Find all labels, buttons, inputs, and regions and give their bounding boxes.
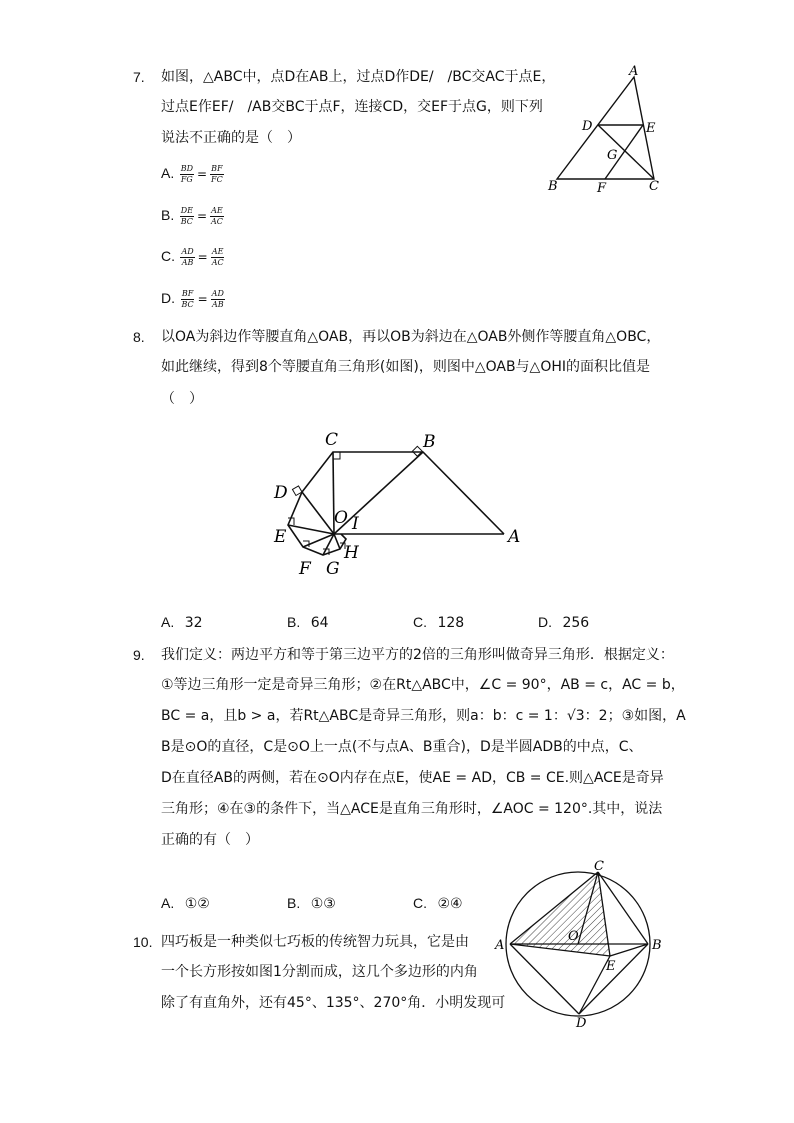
option-letter: C. [413,895,427,911]
fraction: $\frac{AD}{AB}$ [211,288,224,309]
q9-option-a[interactable] [161,893,210,914]
label-a: A [495,938,505,953]
label-c: C [594,860,604,874]
q10-stem-line-3: 除了有直角外，还有45°、135°、270°角．小明发现可 [161,995,506,1011]
fraction: $\frac{AE}{AC}$ [211,205,223,226]
fraction: $\frac{DE}{BC}$ [180,205,193,226]
option-letter: A. [161,895,175,911]
q9-circle-figure [492,860,667,1030]
label-a: A [508,527,521,547]
option-letter: C. [413,614,427,630]
label-g: G [326,559,340,577]
q9-stem-line-7: 正确的有（ ） [161,832,259,848]
option-letter: C. [161,248,175,264]
label-o: O [334,508,348,528]
q9-option-c[interactable] [413,893,463,914]
segment-oe [288,525,334,534]
label-c: C [325,430,339,450]
q7-option-c[interactable]: C. $\frac{AD}{AB}$ = $\frac{AE}{AC}$ [161,246,224,267]
q7-option-a[interactable]: A. $\frac{BD}{FG}$ = $\frac{BF}{FC}$ [161,163,223,184]
q8-option-b[interactable] [287,612,329,633]
label-c: C [649,179,659,194]
q7-stem-line-1: 如图，△ABC中，点D在AB上，过点D作DE/ /BC交AC于点E， [161,69,556,85]
q8-option-c[interactable] [413,612,464,633]
label-b: B [652,938,662,953]
q8-stem-line-1: 以OA为斜边作等腰直角△OAB，再以OB为斜边在△OAB外侧作等腰直角△OBC， [161,329,661,345]
label-e: E [646,121,656,136]
option-letter: A. [161,614,175,630]
q9-option-b[interactable] [287,893,336,914]
label-d: D [582,119,593,134]
q9-stem-line-2: ①等边三角形一定是奇异三角形；②在Rt△ABC中，∠C = 90°，AB = c，AC = b， [161,677,685,693]
option-text: 32 [184,615,203,631]
right-angle-mark-c [333,452,340,459]
q7-triangle-figure [540,62,670,197]
option-text: 64 [310,615,329,631]
q10-stem-line-1: 四巧板是一种类似七巧板的传统智力玩具，它是由 [161,934,469,950]
q8-option-d[interactable] [538,612,589,633]
option-letter: B. [161,207,175,223]
label-h: H [344,543,359,563]
fraction: $\frac{AE}{AC}$ [211,246,224,267]
option-letter: B. [287,895,301,911]
q7-option-d[interactable]: D. $\frac{BF}{BC}$ = $\frac{AD}{AB}$ [161,288,224,309]
q9-stem-line-1: 我们定义：两边平方和等于第三边平方的2倍的三角形叫做奇异三角形．根据定义： [161,647,674,663]
q8-option-a[interactable] [161,612,203,633]
segment-oh [334,534,340,549]
q10-stem-line-2: 一个长方形按如图1分割而成，这几个多边形的内角 [161,964,478,980]
q8-number: 8. [133,329,145,345]
segment-od [302,492,334,534]
label-b: B [423,432,436,452]
label-e: E [274,527,287,547]
label-b: B [548,179,558,194]
triangle-abc [557,77,654,179]
label-o: O [568,929,579,944]
q8-stem-line-2: 如此继续，得到8个等腰直角三角形(如图)，则图中△OAB与△OHI的面积比值是 [161,359,650,375]
q9-stem-line-3: BC = a，且b > a，若Rt△ABC是奇异三角形，则a：b：c = 1：√3：2；③如图，A [161,708,686,724]
option-letter: A. [161,165,175,181]
fraction: $\frac{BD}{FG}$ [180,163,193,184]
option-letter: B. [287,614,301,630]
q9-stem-line-5: D在直径AB的两侧，若在⊙O内存在点E，使AE = AD，CB = CE.则△ACE是奇异 [161,770,664,786]
option-letter: D. [161,290,175,306]
label-d: D [576,1016,587,1030]
segment-ad [510,944,579,1014]
option-text: ①② [184,896,210,912]
option-text: 256 [562,615,590,631]
q9-stem-line-6: 三角形；④在③的条件下，当△ACE是直角三角形时，∠AOC = 120°.其中，说法 [161,801,663,817]
label-a: A [629,64,639,79]
label-e: E [606,959,616,974]
q9-stem-line-4: B是⊙O的直径，C是⊙O上一点(不与点A、B重合)，D是半圆ADB的中点，C、 [161,739,643,755]
label-i: I [352,514,359,534]
q9-number: 9. [133,647,145,663]
fraction: $\frac{BF}{BC}$ [181,288,194,309]
q7-stem-line-2: 过点E作EF/ /AB交BC于点F，连接CD，交EF于点G，则下列 [161,99,543,115]
option-text: ②④ [437,896,463,912]
fraction: $\frac{BF}{FC}$ [211,163,223,184]
option-text: 128 [437,615,465,631]
fraction: $\frac{AD}{AB}$ [181,246,194,267]
q7-stem-line-3: 说法不正确的是（ ） [161,130,301,146]
option-letter: D. [538,614,552,630]
label-f: F [299,559,311,577]
label-f: F [597,181,607,196]
q7-option-b[interactable]: B. $\frac{DE}{BC}$ = $\frac{AE}{AC}$ [161,205,223,226]
label-g: G [607,148,618,163]
q7-number: 7. [133,69,145,85]
q8-stem-line-3: （ ） [161,391,203,407]
label-d: D [274,483,288,503]
q8-spiral-figure [268,425,530,577]
option-text: ①③ [310,896,336,912]
q10-number: 10. [133,934,153,950]
